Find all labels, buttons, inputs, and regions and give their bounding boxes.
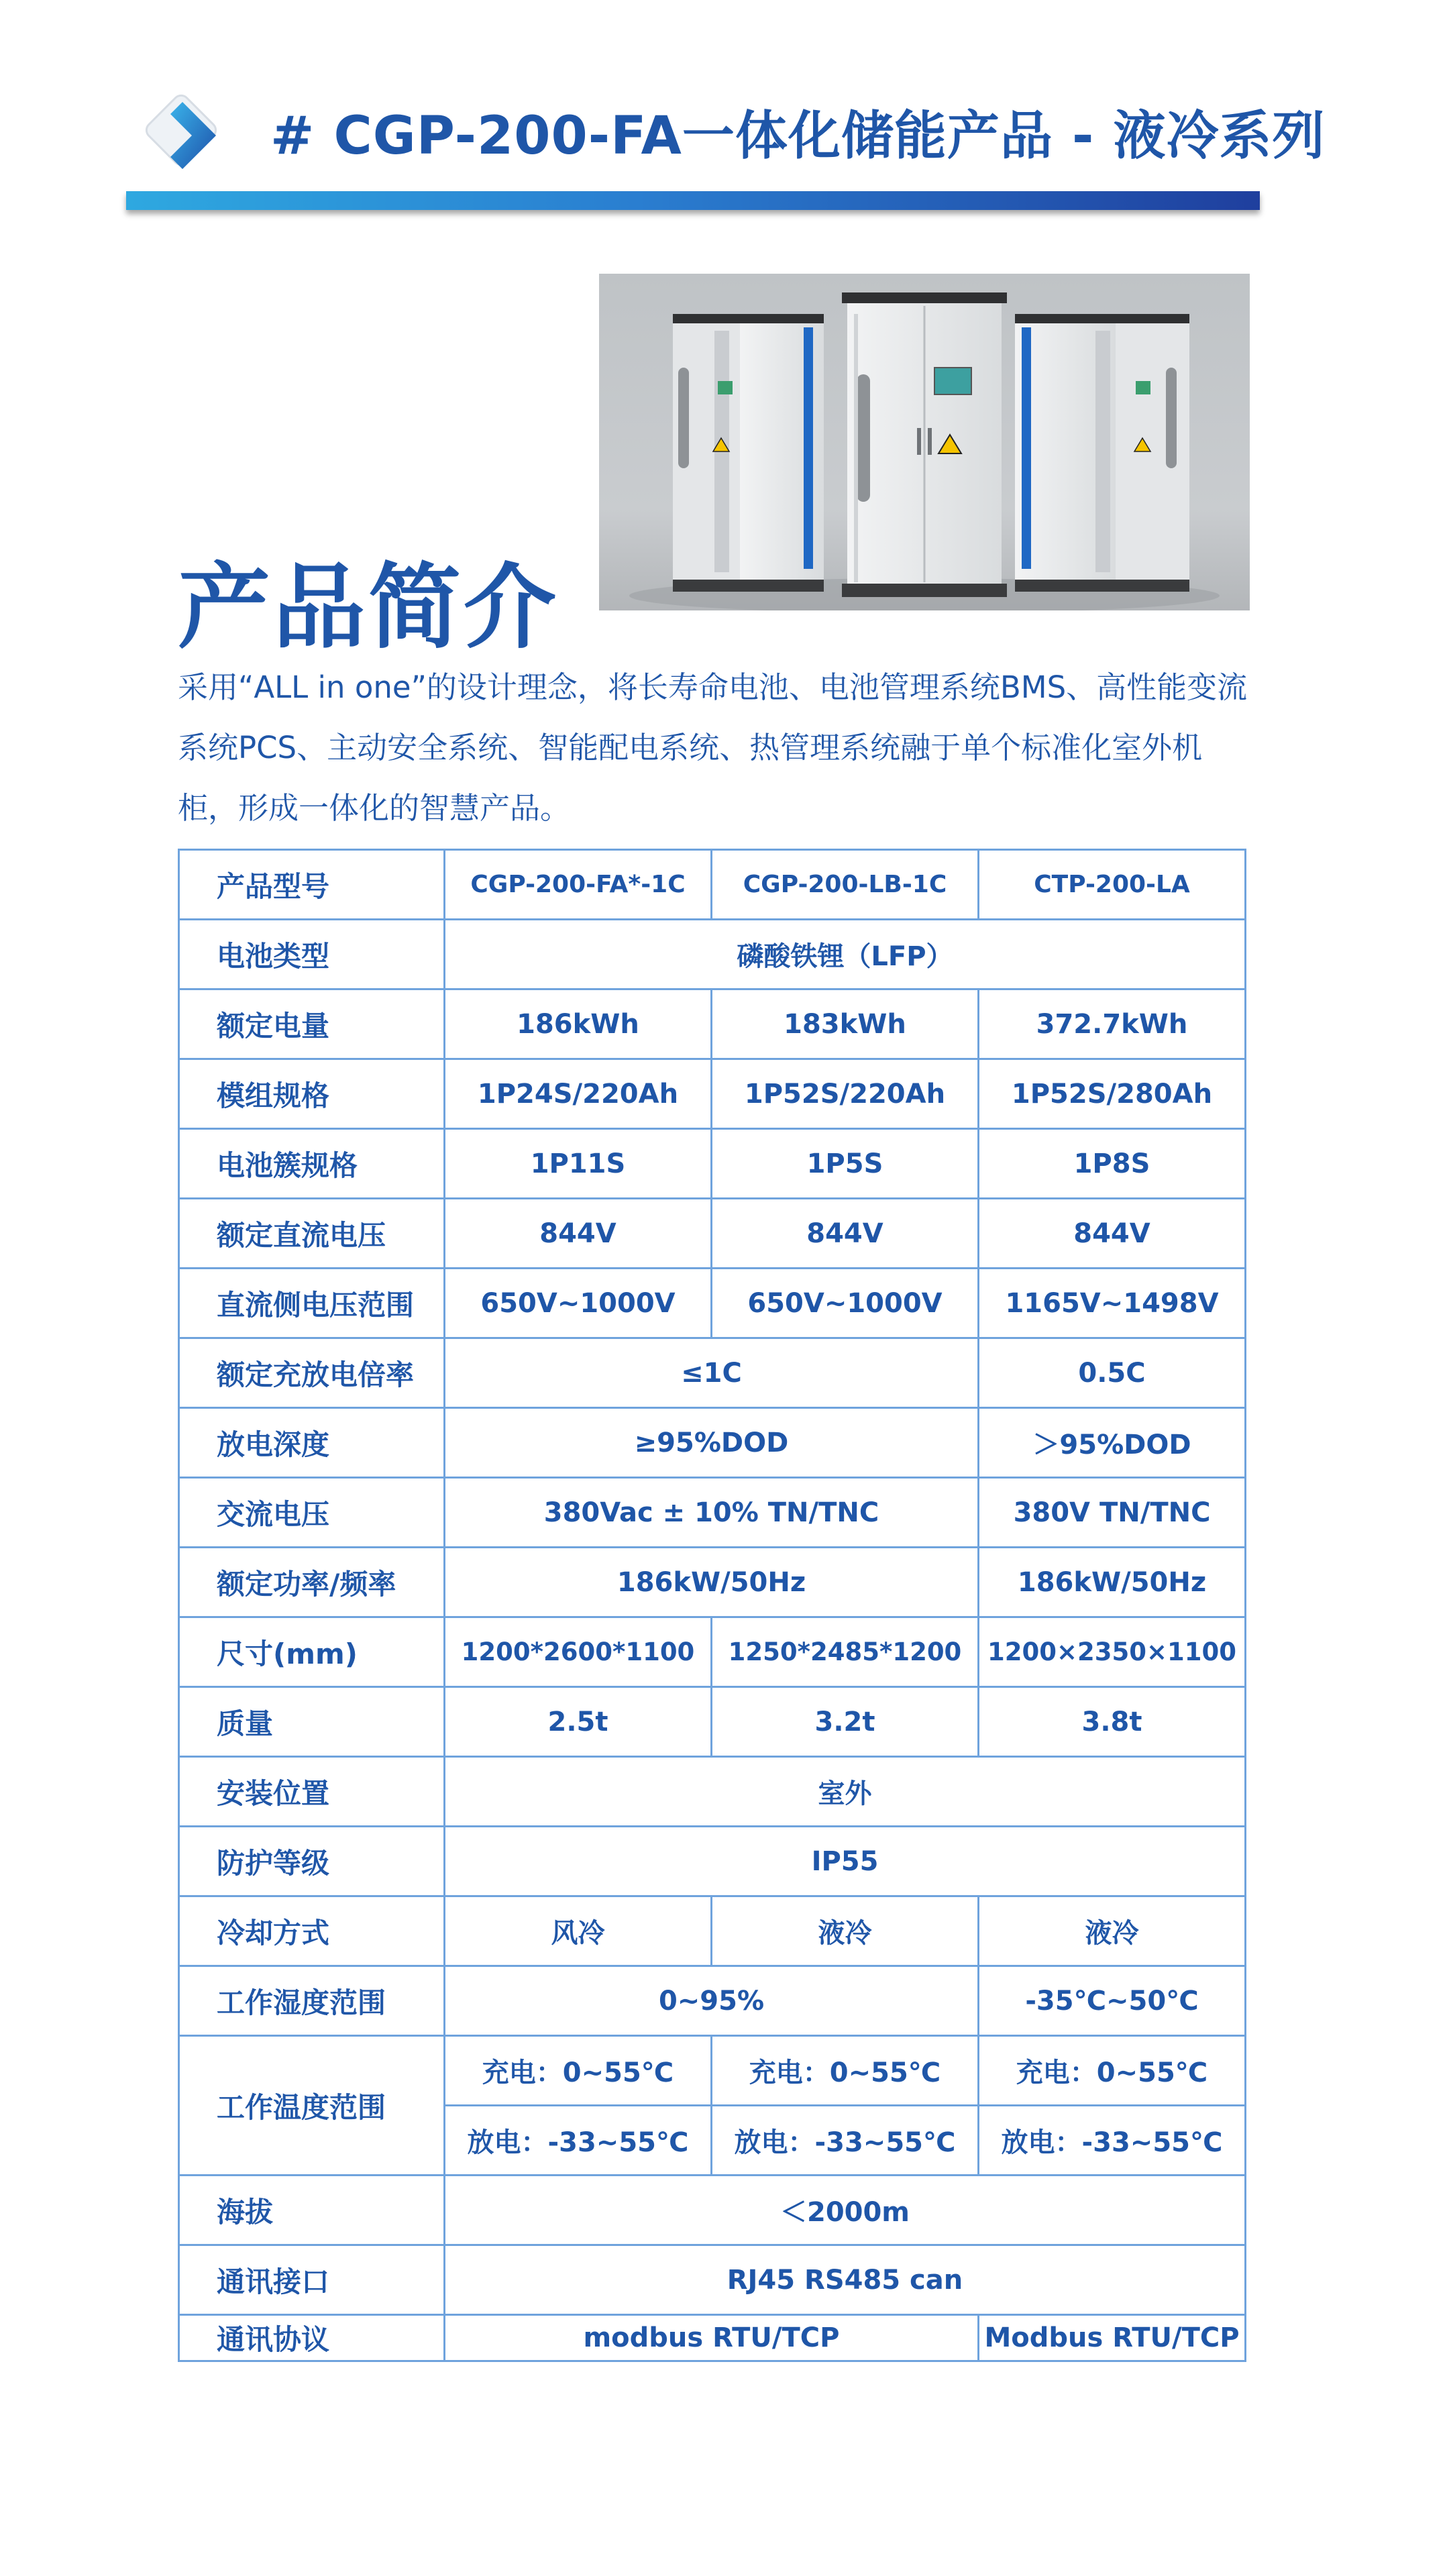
table-cell: 380V TN/TNC (979, 1478, 1246, 1548)
table-cell: 0~95% (445, 1966, 979, 2036)
table-row (179, 1617, 1246, 1687)
row-label: 模组规格 (179, 1059, 445, 1129)
table-cell: 186kW/50Hz (445, 1548, 979, 1617)
table-row (179, 989, 1246, 1059)
row-label: 工作湿度范围 (179, 1966, 445, 2036)
table-cell: 372.7kWh (979, 989, 1246, 1059)
right-cabinet (1015, 314, 1189, 592)
row-label: 额定功率/频率 (179, 1548, 445, 1617)
table-row (179, 1059, 1246, 1129)
table-cell: IP55 (445, 1827, 1246, 1896)
table-cell: ≤1C (445, 1338, 979, 1408)
table-cell: 1165V~1498V (979, 1269, 1246, 1338)
table-cell: 充电：0~55℃ (979, 2036, 1246, 2106)
row-label: 产品型号 (179, 850, 445, 920)
table-cell: ＞95%DOD (979, 1408, 1246, 1478)
table-row (179, 1408, 1246, 1478)
row-label: 安装位置 (179, 1757, 445, 1827)
table-row (179, 920, 1246, 989)
left-cabinet (673, 314, 824, 592)
table-cell: ≥95%DOD (445, 1408, 979, 1478)
table-row (179, 1896, 1246, 1966)
table-cell: 充电：0~55℃ (712, 2036, 979, 2106)
row-label: 质量 (179, 1687, 445, 1757)
table-cell: 2.5t (445, 1687, 712, 1757)
table-cell: 3.2t (712, 1687, 979, 1757)
model-cell: CGP-200-FA*-1C (445, 850, 712, 920)
chevron-logo-icon (141, 90, 241, 191)
row-label: 通讯协议 (179, 2315, 445, 2361)
table-cell: 1P52S/220Ah (712, 1059, 979, 1129)
table-cell: 室外 (445, 1757, 1246, 1827)
table-cell: 放电：-33~55℃ (712, 2106, 979, 2176)
table-cell: 1P24S/220Ah (445, 1059, 712, 1129)
table-cell: 放电：-33~55℃ (445, 2106, 712, 2176)
row-label: 工作温度范围 (179, 2036, 445, 2176)
table-row (179, 1687, 1246, 1757)
table-cell: 650V~1000V (445, 1269, 712, 1338)
table-cell: ＜2000m (445, 2176, 1246, 2245)
table-row (179, 1966, 1246, 2036)
table-cell: 液冷 (979, 1896, 1246, 1966)
table-cell: 1250*2485*1200 (712, 1617, 979, 1687)
table-cell: 风冷 (445, 1896, 712, 1966)
section-title: 产品简介 (178, 553, 559, 661)
table-row (179, 1548, 1246, 1617)
row-label: 交流电压 (179, 1478, 445, 1548)
table-row (179, 1757, 1246, 1827)
table-row (179, 2176, 1246, 2245)
table-cell: RJ45 RS485 can (445, 2245, 1246, 2315)
energy-storage-cabinets-image (599, 274, 1250, 610)
table-cell: 0.5C (979, 1338, 1246, 1408)
row-label: 直流侧电压范围 (179, 1269, 445, 1338)
table-cell: 充电：0~55℃ (445, 2036, 712, 2106)
row-label: 尺寸(mm) (179, 1617, 445, 1687)
row-label: 通讯接口 (179, 2245, 445, 2315)
intro-paragraph: 采用“ALL in one”的设计理念，将长寿命电池、电池管理系统BMS、高性能变流系统PCS、主动安全系统、智能配电系统、热管理系统融于单个标准化室外机柜，形成一体化的智慧产品。 (178, 669, 1248, 826)
table-row (179, 1827, 1246, 1896)
page-header (126, 74, 1326, 218)
table-cell: 3.8t (979, 1687, 1246, 1757)
model-cell: CGP-200-LB-1C (712, 850, 979, 920)
table-cell: 844V (445, 1199, 712, 1269)
table-cell: 186kW/50Hz (979, 1548, 1246, 1617)
table-cell: -35℃~50℃ (979, 1966, 1246, 2036)
table-row (179, 1338, 1246, 1408)
row-label: 额定直流电压 (179, 1199, 445, 1269)
row-label: 电池类型 (179, 920, 445, 989)
table-cell: 844V (712, 1199, 979, 1269)
table-cell: 844V (979, 1199, 1246, 1269)
table-cell: 380Vac ± 10% TN/TNC (445, 1478, 979, 1548)
row-label: 电池簇规格 (179, 1129, 445, 1199)
page-title: # CGP-200-FA一体化储能产品 - 液冷系列 (270, 106, 1326, 166)
row-label: 额定电量 (179, 989, 445, 1059)
center-cabinet (842, 292, 1007, 597)
table-row (179, 850, 1246, 920)
table-row (179, 2036, 1246, 2106)
table-cell: 186kWh (445, 989, 712, 1059)
table-row (179, 1199, 1246, 1269)
row-label: 放电深度 (179, 1408, 445, 1478)
table-cell: 1200*2600*1100 (445, 1617, 712, 1687)
table-row (179, 2245, 1246, 2315)
table-cell: 磷酸铁锂（LFP） (445, 920, 1246, 989)
model-cell: CTP-200-LA (979, 850, 1246, 920)
table-cell: 放电：-33~55℃ (979, 2106, 1246, 2176)
table-cell: 液冷 (712, 1896, 979, 1966)
table-cell: 183kWh (712, 989, 979, 1059)
table-cell: 650V~1000V (712, 1269, 979, 1338)
table-cell: 1P8S (979, 1129, 1246, 1199)
row-label: 冷却方式 (179, 1896, 445, 1966)
table-row (179, 1129, 1246, 1199)
row-label: 防护等级 (179, 1827, 445, 1896)
table-cell: modbus RTU/TCP (445, 2315, 979, 2361)
table-row (179, 1269, 1246, 1338)
spec-table (178, 849, 1246, 2362)
table-cell: Modbus RTU/TCP (979, 2315, 1246, 2361)
table-cell: 1200×2350×1100 (979, 1617, 1246, 1687)
title-underline-bar (126, 191, 1260, 210)
table-cell: 1P11S (445, 1129, 712, 1199)
row-label: 额定充放电倍率 (179, 1338, 445, 1408)
row-label: 海拔 (179, 2176, 445, 2245)
table-row (179, 2315, 1246, 2361)
table-row (179, 1478, 1246, 1548)
table-cell: 1P52S/280Ah (979, 1059, 1246, 1129)
table-cell: 1P5S (712, 1129, 979, 1199)
